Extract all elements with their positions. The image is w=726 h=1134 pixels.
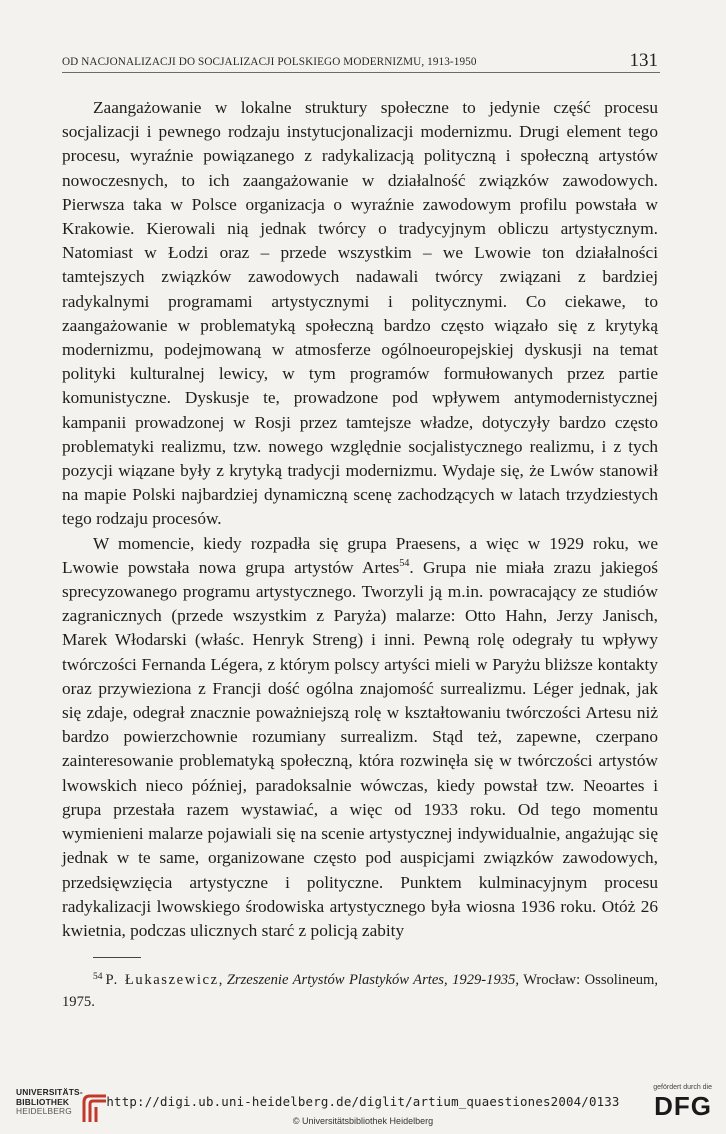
permalink-url[interactable]: http://digi.ub.uni-heidelberg.de/diglit/artium_quaestiones2004/0133 bbox=[106, 1094, 620, 1109]
library-name-line3: HEIDELBERG bbox=[16, 1106, 72, 1116]
copyright-notice: © Universitätsbibliothek Heidelberg bbox=[292, 1116, 434, 1126]
running-header bbox=[62, 50, 660, 73]
paragraph-2 bbox=[62, 532, 658, 943]
footnote-number: 54 bbox=[93, 972, 103, 982]
page-number: 131 bbox=[629, 50, 658, 71]
footnote-publisher: , Wrocław: Ossolineum, 1975. bbox=[62, 972, 658, 1010]
paragraph-1: Zaangażowanie w lokalne struktury społeczne to jedynie część procesu socjalizacji i pewnego rodzaju instytucjonalizacji modernizmu. Drugi element tego procesu, wyraźnie powiązanego z radykalizacją polityczną i społeczną artystów nowoczesnych, to ich zaangażowanie w działalność związków zawodowych. Pierwsza taka w Polsce organizacja o wyraźnie zawodowym profilu powstała w Krakowie. Kierowali nią jednak twórcy o tradycyjnym obliczu artystycznym. Natomiast w Łodzi oraz – przede wszystkim – we Lwowie ton działalności tamtejszych związków zawodowych nadawali twórcy związani z bardziej radykalnymi programami artystycznymi i politycznymi. Co ciekawe, to zaangażowanie w problematyką społeczną bardzo często wiązało się z krytyką modernizmu, podejmowaną w atmosferze ogólnoeuropejskiej dyskusji na temat polityki kulturalnej lewicy, w tym programów formułowanych przez partie komunistyczne. Dyskusje te, prowadzone pod wpływem antymodernistycznej kampanii prowadzonej w Rosji przez tamtejsze władze, dotyczyły bardzo często problematyki realizmu, tzw. nowego względnie socjalistycznego realizmu, i z tych pozycji wiązane były z krytyką tradycji modernizmu. Wydaje się, że Lwów stanowił na mapie Polski najbardziej dynamiczną scenę zachodzących w latach trzydziestych tego rodzaju procesów. bbox=[62, 98, 658, 529]
footnote-title: Zrzeszenie Artystów Plastyków Artes, 1929-1935 bbox=[226, 972, 516, 988]
dfg-logo: DFG bbox=[654, 1091, 712, 1121]
paragraph-2-start: W momencie, kiedy rozpadła się grupa Praesens, a więc w 1929 roku, we Lwowie powstała nowa grupa artystów Artes bbox=[62, 533, 658, 577]
library-name-line2: BIBLIOTHEK bbox=[16, 1096, 70, 1107]
footnote-author: P. Łukaszewicz bbox=[105, 972, 219, 988]
funder-logo bbox=[646, 1084, 712, 1130]
digitization-footer bbox=[0, 1080, 726, 1134]
funder-caption: gefördert durch die bbox=[653, 1084, 712, 1091]
footnote bbox=[62, 966, 658, 1013]
footnote-separator: , bbox=[218, 972, 227, 988]
running-title: OD NACJONALIZACJI DO SOCJALIZACJI POLSKIEGO MODERNIZMU, 1913-1950 bbox=[62, 56, 477, 68]
library-name-line1: UNIVERSITÄTS- bbox=[16, 1087, 83, 1097]
paragraph-2-rest: . Grupa nie miała zrazu jakiegoś sprecyzowanego programu artystycznego. Tworzyli ją m.in. powracający ze studiów zagranicznych (przede wszystkim z Paryża) malarze: Otto Hahn, Jerzy Janisch, Marek Włodarski (właśc. Henryk Streng) i inni. Pewną rolę odegrały tu wpływy twórczości Fernanda Légera, z którym polscy artyści mieli w Paryżu bliższe kontakty oraz przywieziona z Francji dość ogólna znajomość surrealizmu. Léger jednak, jak się zdaje, odegrał znacznie poważniejszą rolę w kształtowaniu twórczości Artesu niż bardzo powierzchownie rozumiany surrealizm. Stąd też, zapewne, czerpano zainteresowanie problematyką społeczną, która rozwinęła się w twórczości artystów lwowskich nieco później, paradoksalnie wówczas, kiedy powstał tzw. Neoartes i grupa przestała razem wystawiać, a więc od 1933 roku. Od tego momentu wymienieni malarze pojawiali się na scenie artystycznej indywidualnie, angażując się jednak w te same, organizowane często pod auspicjami związków zawodowych, przedsięwzięcia artystyczne i polityczne. Punktem kulminacyjnym procesu radykalizacji lwowskiego środowiska artystycznego była wiosna 1936 roku. Otóż 26 kwietnia, podczas ulicznych starć z policją zabity bbox=[62, 557, 658, 940]
footnote-ref[interactable]: 54 bbox=[399, 557, 410, 569]
footnote-rule bbox=[93, 957, 141, 958]
body-text bbox=[62, 96, 658, 943]
